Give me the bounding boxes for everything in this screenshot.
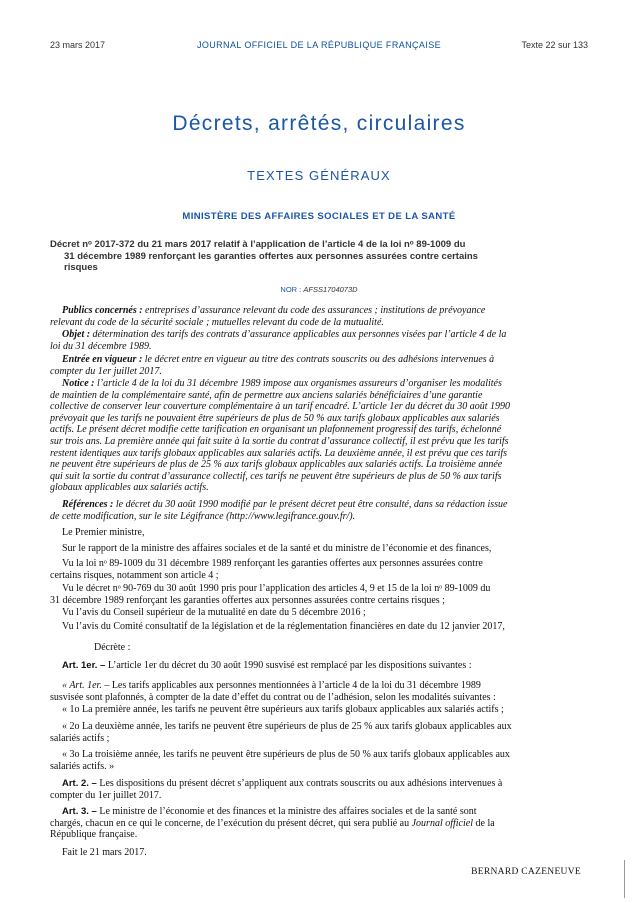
body-premier-ministre xyxy=(50,527,590,539)
body-line: Vu la loi nᵒ 89-1009 du 31 décembre 1989 renforçant les garanties offertes aux personnes assurées contre xyxy=(62,558,483,569)
summary-entree xyxy=(50,354,590,377)
body-line: Décrète : xyxy=(94,642,131,653)
article-label: Art. 2. – xyxy=(62,778,97,789)
body-line: salariés actifs ; xyxy=(50,732,110,744)
body-line: susvisée sont plafonnés, à compter de la date d’effet du contrat ou de l’adhésion, selon les modalités suivantes : xyxy=(50,691,496,703)
decree-title xyxy=(50,239,590,274)
summary-line: restent identiques aux tarifs globaux applicables aux salariés actifs. La deuxième année, il est prévu que ces tarifs xyxy=(50,447,508,459)
body-line: Vu l’avis du Conseil supérieur de la mutualité en date du 5 décembre 2016 ; xyxy=(62,607,366,618)
body-fait xyxy=(50,847,590,859)
body-line: Le Premier ministre, xyxy=(62,527,145,538)
decree-title-line: Décret nᵒ 2017-372 du 21 mars 2017 relatif à l’application de l’article 4 de la loi nᵒ 89-1009 du xyxy=(50,239,466,250)
summary-notice xyxy=(50,378,590,494)
summary-references xyxy=(50,499,590,522)
body-vu-decret xyxy=(50,583,590,606)
summary-line: qui suit la sortie du contrat d’assurance collectif, ces tarifs ne peuvent être supérieurs de plus de 50 % aux tarifs xyxy=(50,470,502,482)
summary-label: Références : xyxy=(62,499,114,510)
summary-line: entreprises d’assurance relevant du code des assurances ; institutions de prévoyance xyxy=(142,305,486,316)
summary-line: de cette modification, sur le site Légifrance (http://www.legifrance.gouv.fr/). xyxy=(50,510,356,522)
margin-rule xyxy=(624,860,625,898)
body-line: 31 décembre 1989 renforçant les garanties offertes aux personnes assurées contre certains risques ; xyxy=(50,594,445,606)
article-label: Art. 3. – xyxy=(62,806,97,817)
body-line: Vu le décret nᵒ 90-769 du 30 août 1990 pris pour l’application des articles 4, 9 et 15 de la loi nᵒ 89-1009 du xyxy=(62,583,491,594)
body-line: salariés actifs. » xyxy=(50,760,115,772)
article-label: « Art. 1er. – xyxy=(62,680,110,691)
body-line: « 3o La troisième année, les tarifs ne peuvent être supérieurs de plus de 50 % aux tarifs globaux applicables aux xyxy=(62,749,510,760)
header-date: 23 mars 2017 xyxy=(50,40,106,50)
body-vu-loi xyxy=(50,558,590,581)
summary-label: Objet : xyxy=(62,329,91,340)
list-item-2 xyxy=(50,721,590,744)
list-item-3 xyxy=(50,749,590,772)
summary-line: ne peuvent être supérieurs de plus de 25 % aux tarifs globaux applicables aux salariés actifs. La troisième année xyxy=(50,459,503,471)
body-line: République française. xyxy=(50,829,138,841)
body-rapport xyxy=(50,543,590,555)
summary-line: l’article 4 de la loi du 31 décembre 1989 impose aux organismes assureurs d’organiser les modalités xyxy=(94,378,502,389)
summary-line: de maintien de la complémentaire santé, afin de permettre aux anciens salariés bénéficiaires d’une garantie xyxy=(50,389,483,401)
summary-publics xyxy=(50,305,590,328)
nor-code: AFSS1704073D xyxy=(303,285,358,294)
body-line: certains risques, notamment son article 4 ; xyxy=(50,569,219,581)
body-line: Le ministre de l’économie et des finances et la ministre des affaires sociales et de la santé sont xyxy=(96,806,477,817)
body-decrete xyxy=(50,642,590,654)
summary-line: sur trois ans. La première année qui fait suite à la sortie du contrat d’assurance collectif, il est prévu que les tarifs xyxy=(50,435,509,447)
body-line: Les dispositions du présent décret s’appliquent aux contrats souscrits ou aux adhésions intervenues à xyxy=(96,778,503,789)
summary-line: prévoyait que les tarifs ne pouvaient être supérieurs de plus de 50 % aux tarifs globaux applicables aux salariés xyxy=(50,412,500,424)
body-line: Vu l’avis du Comité consultatif de la législation et de la réglementation financières en date du 12 janvier 2017, xyxy=(62,621,505,632)
summary-objet xyxy=(50,329,590,352)
nor-label: NOR : xyxy=(280,285,302,294)
list-item-1 xyxy=(50,704,590,716)
body-line: Les tarifs applicables aux personnes mentionnées à l’article 4 de la loi du 31 décembre 1989 xyxy=(109,680,481,691)
body-line: Fait le 21 mars 2017. xyxy=(62,847,147,858)
header-journal-title: JOURNAL OFFICIEL DE LA RÉPUBLIQUE FRANÇAISE xyxy=(196,40,442,50)
article-3 xyxy=(50,806,590,841)
article-1-quote xyxy=(50,680,590,703)
summary-label: Publics concernés : xyxy=(62,305,143,316)
summary-line: actifs. Le présent décret modifie cette tarification en organisant un plafonnement progressif des tarifs, échelonné xyxy=(50,424,502,436)
summary-line: le décret du 30 août 1990 modifié par le présent décret peut être consulté, dans sa rédaction issue xyxy=(113,499,508,510)
summary-line: compter du 1er juillet 2017. xyxy=(50,365,162,377)
summary-line: globaux applicables aux salariés actifs. xyxy=(50,482,209,494)
nor-reference xyxy=(0,285,638,294)
journal-officiel-italic: Journal officiel xyxy=(411,817,473,829)
header-page-number: Texte 22 sur 133 xyxy=(521,40,588,50)
decree-title-line: risques xyxy=(64,262,98,273)
article-2 xyxy=(50,778,590,801)
signature: BERNARD CAZENEUVE xyxy=(471,867,581,877)
body-line: L’article 1er du décret du 30 août 1990 susvisé est remplacé par les dispositions suivantes : xyxy=(105,660,472,671)
body-line: de la xyxy=(473,817,495,829)
section-title: Décrets, arrêtés, circulaires xyxy=(172,112,466,135)
summary-line: relevant du code de la sécurité sociale ; mutuelles relevant du code de la mutualité. xyxy=(50,316,384,328)
article-label: Art. 1er. – xyxy=(62,660,106,671)
summary-line: détermination des tarifs des contrats d’assurance applicables aux personnes visées par l’article 4 de la xyxy=(90,329,507,340)
summary-label: Notice : xyxy=(62,378,95,389)
body-line: compter du 1er juillet 2017. xyxy=(50,789,162,801)
body-line: chargés, chacun en ce qui le concerne, de l’exécution du présent décret, qui sera publié au xyxy=(50,817,412,829)
body-line: Sur le rapport de la ministre des affaires sociales et de la santé et du ministre de l’économie et des finances, xyxy=(62,543,492,554)
summary-line: le décret entre en vigueur au titre des contrats souscrits ou des adhésions intervenues à xyxy=(142,354,495,365)
summary-label: Entrée en vigueur : xyxy=(62,354,143,365)
subsection-title: TEXTES GÉNÉRAUX xyxy=(247,168,391,183)
summary-line: loi du 31 décembre 1989. xyxy=(50,340,152,352)
body-line: « 1o La première année, les tarifs ne peuvent être supérieurs aux tarifs globaux applicables aux salariés actifs ; xyxy=(62,704,504,715)
ministry-heading: MINISTÈRE DES AFFAIRES SOCIALES ET DE LA SANTÉ xyxy=(182,211,456,222)
body-vu-comite xyxy=(50,621,590,633)
summary-line: collective de conserver leur couverture complémentaire à un tarif encadré. L’article 1er du décret du 30 août 1990 xyxy=(50,401,511,413)
article-1 xyxy=(50,660,590,672)
body-vu-conseil xyxy=(50,607,590,619)
body-line: « 2o La deuxième année, les tarifs ne peuvent être supérieurs de plus de 25 % aux tarifs globaux applicables aux xyxy=(62,721,512,732)
page-header xyxy=(50,40,588,54)
decree-title-line: 31 décembre 1989 renforçant les garanties offertes aux personnes assurées contre certains xyxy=(64,250,478,262)
